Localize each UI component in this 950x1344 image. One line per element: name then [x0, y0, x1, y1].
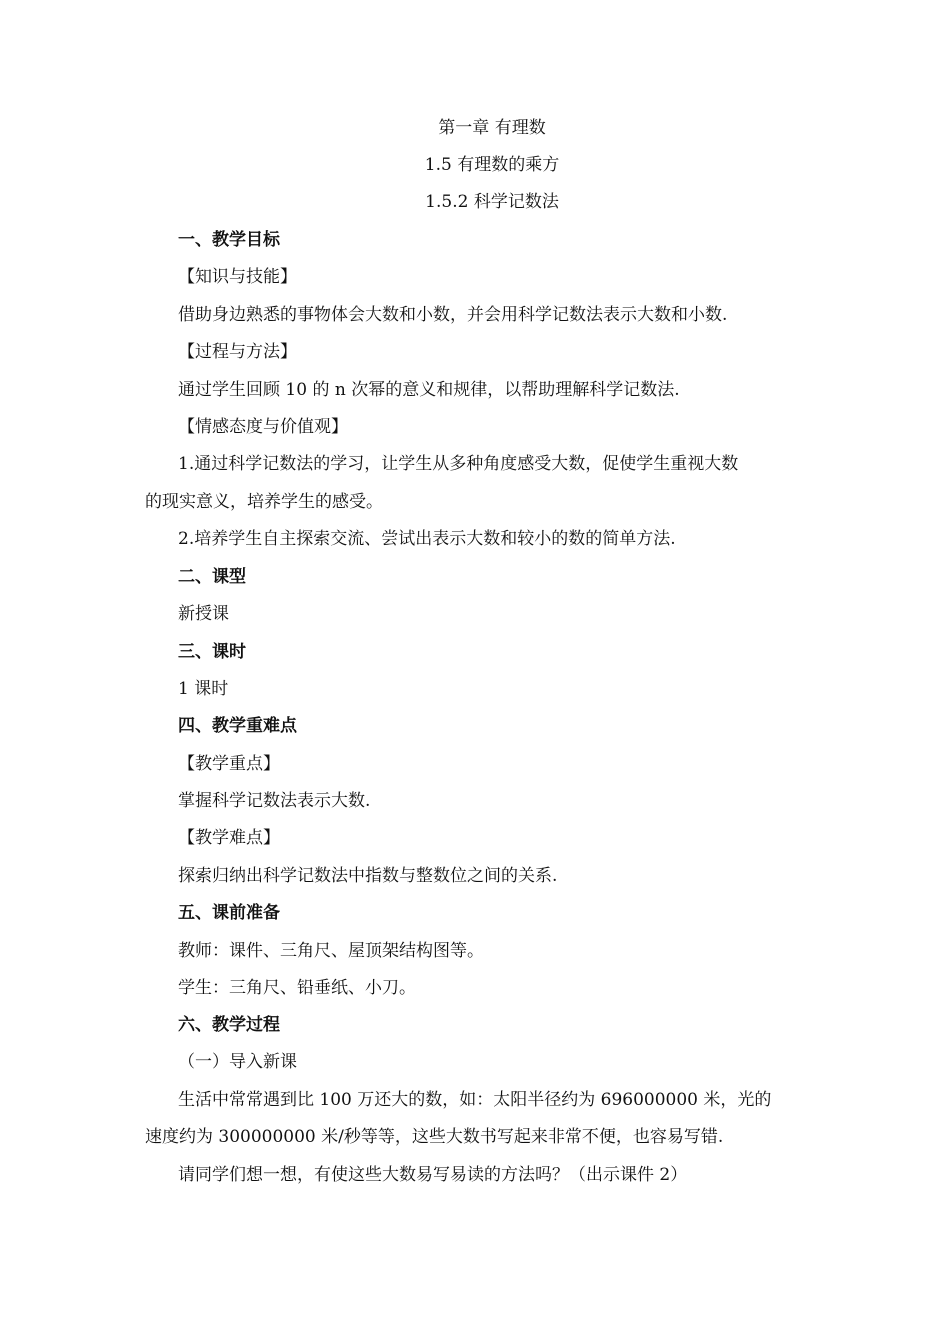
chapter-title: 第一章 有理数 — [438, 118, 546, 138]
heading-teaching-goals: 一、教学目标 — [178, 230, 280, 250]
text-emotion-1-line1: 1.通过科学记数法的学习，让学生从多种角度感受大数，促使学生重视大数 — [178, 454, 739, 474]
heading-key-difficult: 四、教学重难点 — [178, 716, 297, 736]
text-intro-question: 请同学们想一想，有使这些大数易写易读的方法吗？（出示课件 2） — [178, 1165, 688, 1185]
text-difficult-point: 探索归纳出科学记数法中指数与整数位之间的关系. — [178, 866, 558, 886]
text-teacher-prep: 教师：课件、三角尺、屋顶架结构图等。 — [178, 941, 484, 961]
label-process-method: 【过程与方法】 — [178, 342, 297, 362]
text-student-prep: 学生：三角尺、铅垂纸、小刀。 — [178, 978, 416, 998]
subheading-intro: （一）导入新课 — [178, 1052, 297, 1072]
section-title: 1.5 有理数的乘方 — [424, 155, 560, 175]
label-knowledge-skills: 【知识与技能】 — [178, 267, 297, 287]
label-key-point: 【教学重点】 — [178, 754, 280, 774]
heading-lesson-hours: 三、课时 — [178, 642, 246, 662]
text-lesson-type: 新授课 — [178, 604, 229, 624]
label-difficult-point: 【教学难点】 — [178, 828, 280, 848]
text-key-point: 掌握科学记数法表示大数. — [178, 791, 371, 811]
text-emotion-2: 2.培养学生自主探索交流、尝试出表示大数和较小的数的简单方法. — [178, 529, 676, 549]
heading-teaching-process: 六、教学过程 — [178, 1015, 280, 1035]
heading-lesson-type: 二、课型 — [178, 567, 246, 587]
text-process-method: 通过学生回顾 10 的 n 次幂的意义和规律，以帮助理解科学记数法. — [178, 380, 680, 400]
text-emotion-1-line2: 的现实意义，培养学生的感受。 — [145, 492, 383, 512]
heading-preparation: 五、课前准备 — [178, 903, 280, 923]
text-intro-line1: 生活中常常遇到比 100 万还大的数，如：太阳半径约为 696000000 米，光的 — [178, 1090, 772, 1110]
text-lesson-hours: 1 课时 — [178, 679, 229, 699]
text-knowledge-skills: 借助身边熟悉的事物体会大数和小数，并会用科学记数法表示大数和小数. — [178, 305, 728, 325]
label-emotion-values: 【情感态度与价值观】 — [178, 417, 348, 437]
subsection-title: 1.5.2 科学记数法 — [425, 192, 559, 212]
text-intro-line2: 速度约为 300000000 米/秒等等，这些大数书写起来非常不便，也容易写错. — [145, 1127, 724, 1147]
